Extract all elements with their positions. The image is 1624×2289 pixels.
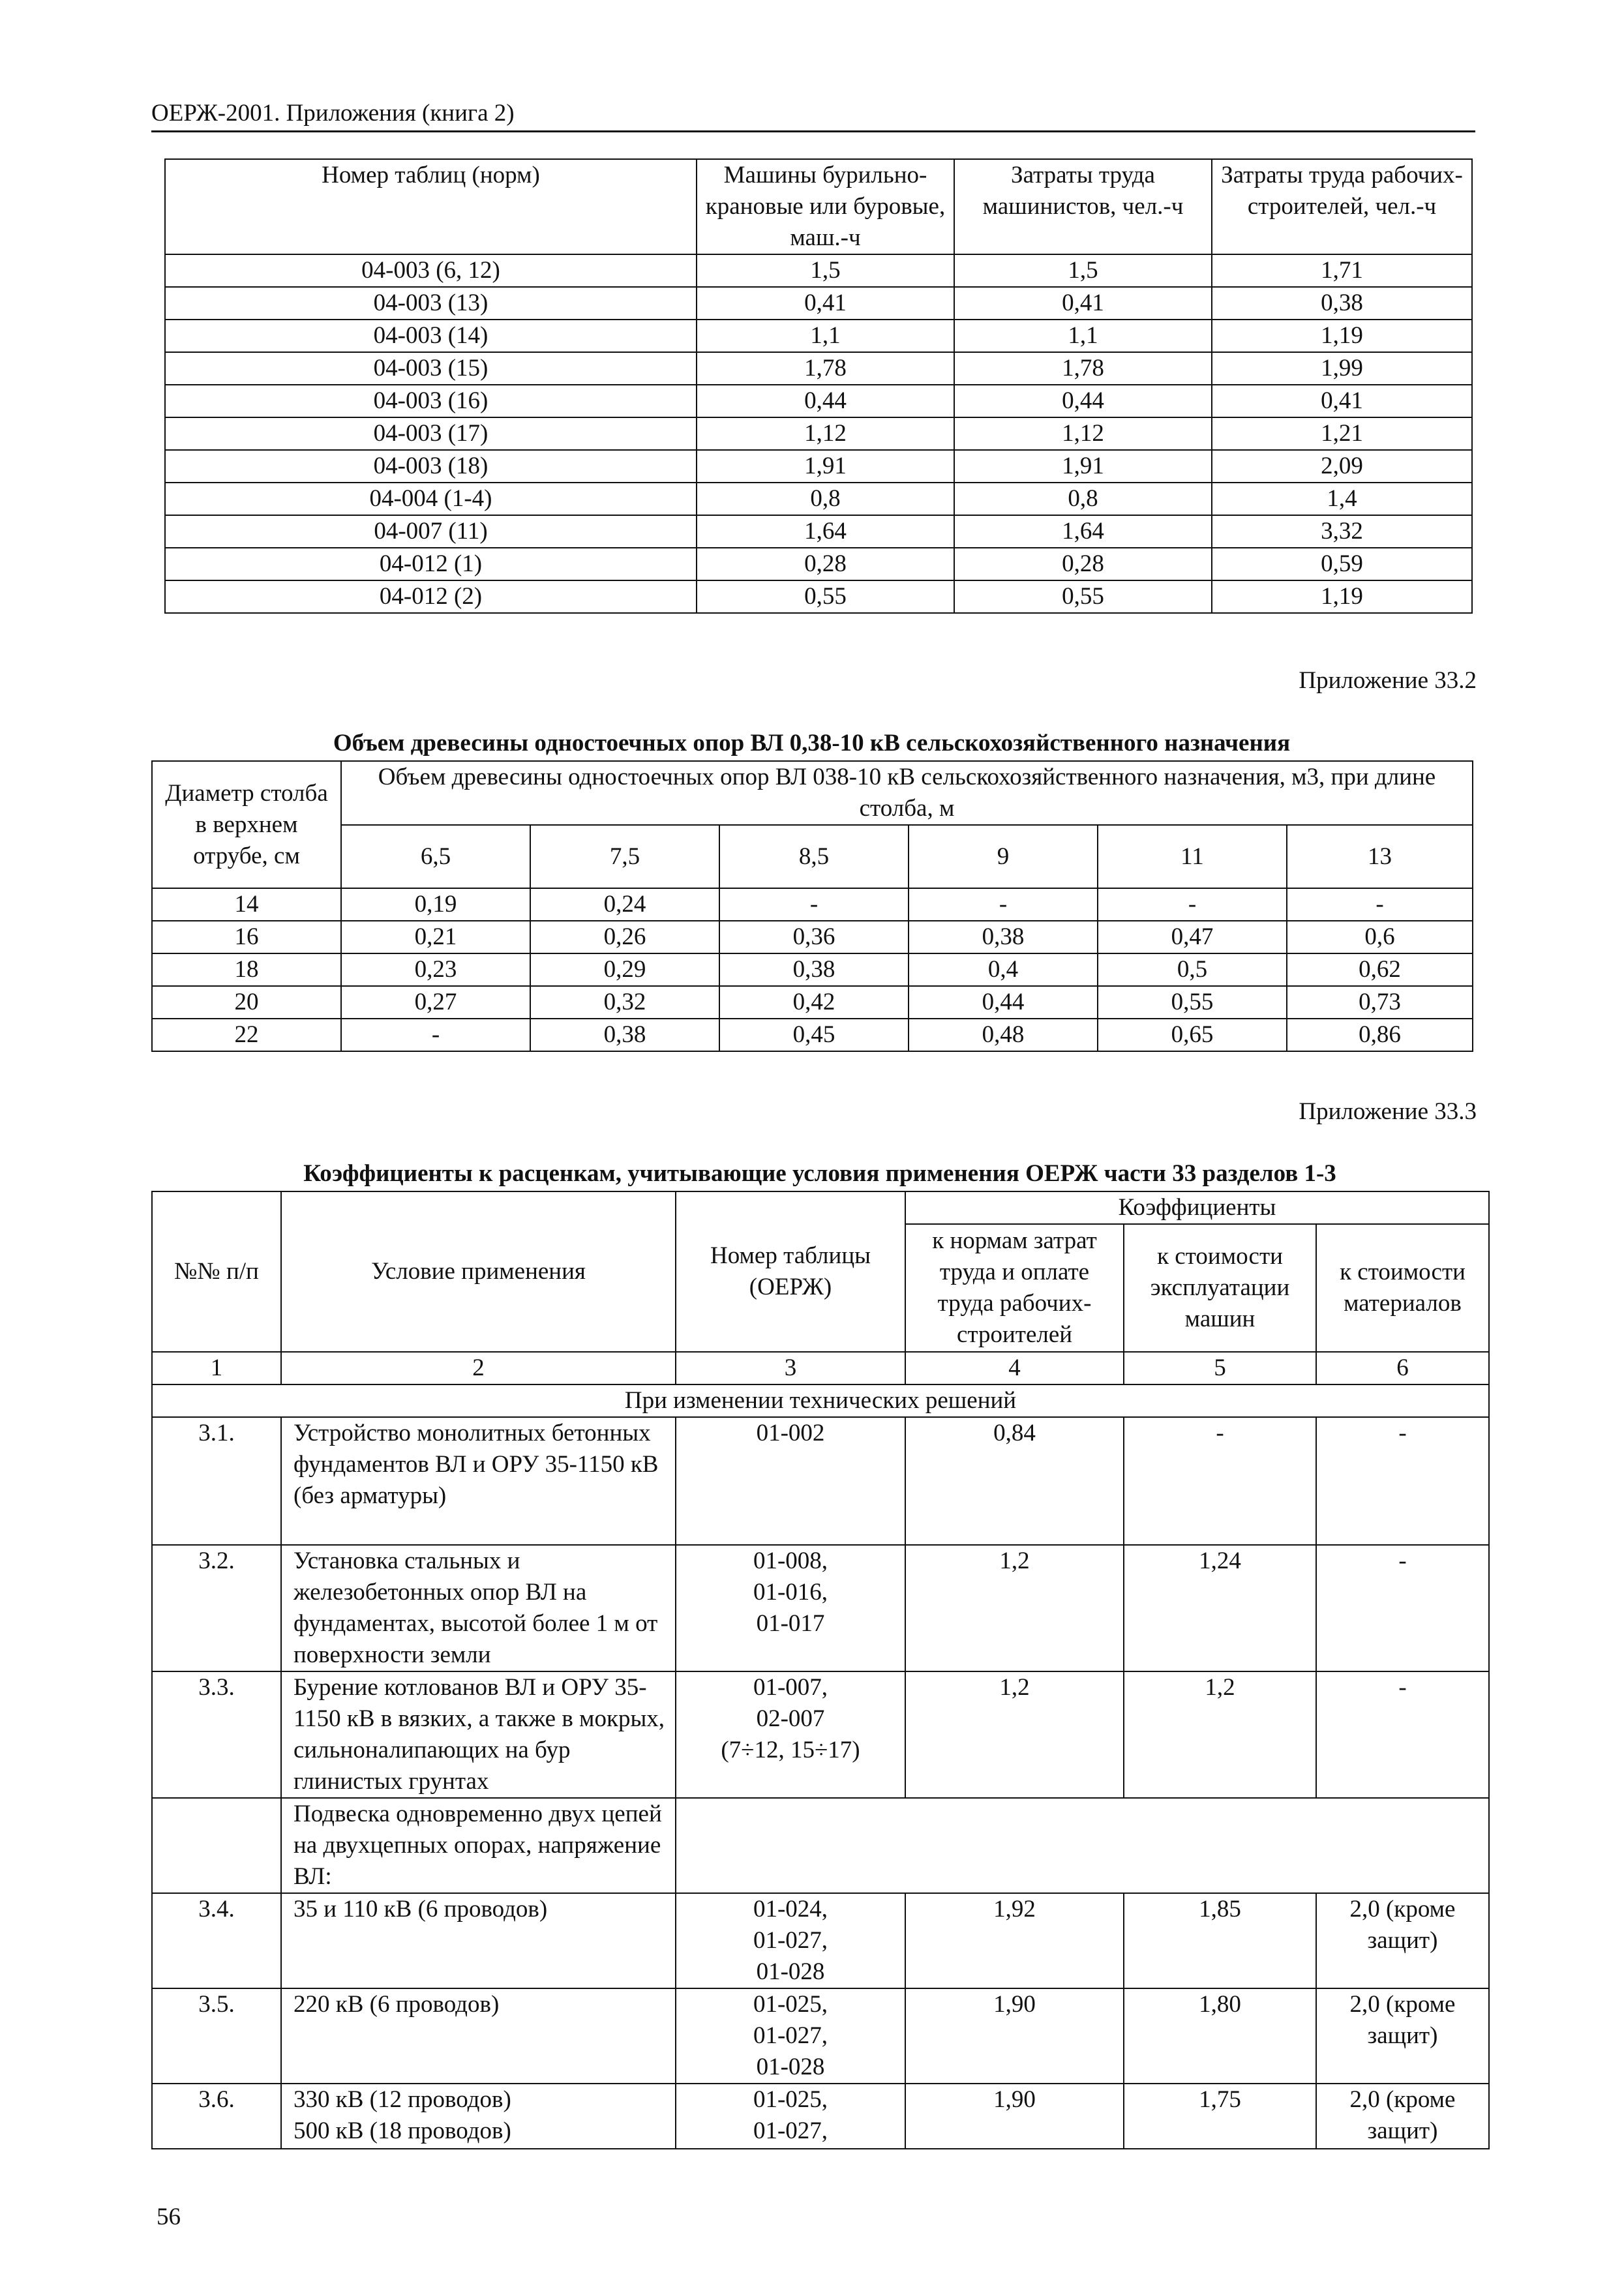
table-cell: 14 [152, 888, 341, 921]
table-cell: 0,38 [909, 921, 1098, 953]
condition-header: Условие применения [281, 1191, 676, 1352]
table-wood-volume [151, 760, 1473, 1052]
table-cell: 1,12 [697, 417, 954, 450]
coeff-header-row-1 [152, 1191, 1489, 1224]
table-cell: 0,44 [909, 986, 1098, 1019]
condition-cell: Бурение котлованов ВЛ и ОРУ 35-1150 кВ в вязких, а также в мокрых, сильноналипающих на бур глинистых грунтах [281, 1671, 676, 1798]
table-row [152, 1417, 1489, 1545]
row-number: 3.1. [152, 1417, 281, 1545]
materials-coeff-cell: 2,0 (кроме защит) [1316, 1988, 1489, 2084]
table-cell: 0,38 [1212, 287, 1472, 320]
column-number: 4 [905, 1352, 1124, 1384]
table-coefficients [151, 1191, 1490, 2149]
table-number-cell: 01-025, 01-027, 01-028 [676, 1988, 905, 2084]
table-number-header: Номер таблицы (ОЕРЖ) [676, 1191, 905, 1352]
volume-group-header: Объем древесины одностоечных опор ВЛ 038-10 кВ сельскохозяйственного назначения, м3, при длине столба, м [341, 761, 1473, 825]
table-cell: 04-012 (1) [165, 548, 697, 580]
table-row [152, 986, 1473, 1019]
condition-cell: Устройство монолитных бетонных фундаментов ВЛ и ОРУ 35-1150 кВ (без арматуры) [281, 1417, 676, 1545]
table-cell: 0,29 [530, 953, 719, 986]
appendix-33-3-title: Коэффициенты к расценкам, учитывающие условия применения ОЕРЖ части 33 разделов 1-3 [303, 1160, 1336, 1187]
labor-coeff-cell: 1,2 [905, 1545, 1124, 1671]
appendix-33-2-label: Приложение 33.2 [1299, 667, 1477, 694]
column-number: 5 [1124, 1352, 1316, 1384]
column-number: 3 [676, 1352, 905, 1384]
table-cell: 1,21 [1212, 417, 1472, 450]
length-header: 7,5 [530, 825, 719, 888]
table-row [152, 1545, 1489, 1671]
table-cell: 16 [152, 921, 341, 953]
table-cell: - [341, 1019, 530, 1051]
materials-header: к стоимости материалов [1316, 1224, 1489, 1352]
column-number-row [152, 1352, 1489, 1384]
table-norms-header: Номер таблиц (норм) [165, 159, 697, 254]
table-row [165, 254, 1472, 287]
merged-empty-cell [676, 1798, 1489, 1893]
row-number: 3.3. [152, 1671, 281, 1798]
table-cell: 1,91 [697, 450, 954, 483]
table-cell: 0,26 [530, 921, 719, 953]
table-cell: 2,09 [1212, 450, 1472, 483]
table-cell: 1,64 [697, 515, 954, 548]
table-cell: 0,47 [1098, 921, 1287, 953]
length-header: 13 [1287, 825, 1473, 888]
condition-cell: Подвеска одновременно двух цепей на двухцепных опорах, напряжение ВЛ: [281, 1798, 676, 1893]
length-header: 8,5 [719, 825, 909, 888]
table-cell: 0,36 [719, 921, 909, 953]
materials-coeff-cell: - [1316, 1671, 1489, 1798]
table-row [152, 888, 1473, 921]
row-number: 3.6. [152, 2084, 281, 2149]
condition-cell: 330 кВ (12 проводов) 500 кВ (18 проводов) [281, 2084, 676, 2149]
table-cell: 1,71 [1212, 254, 1472, 287]
diameter-header: Диаметр столба в верхнем отрубе, см [152, 761, 341, 888]
table-cell: 0,21 [341, 921, 530, 953]
table-cell: 0,4 [909, 953, 1098, 986]
row-number: 3.4. [152, 1893, 281, 1988]
coefficients-header: Коэффициенты [905, 1191, 1489, 1224]
table-cell: 0,86 [1287, 1019, 1473, 1051]
column-number: 1 [152, 1352, 281, 1384]
condition-cell: 35 и 110 кВ (6 проводов) [281, 1893, 676, 1988]
table-cell: 18 [152, 953, 341, 986]
table-row [152, 1798, 1489, 1893]
table-norms-header: Затраты труда рабочих-строителей, чел.-ч [1212, 159, 1472, 254]
table-cell: 1,78 [697, 352, 954, 385]
table-cell: 04-004 (1-4) [165, 483, 697, 515]
table-row [165, 580, 1472, 613]
num-header: №№ п/п [152, 1191, 281, 1352]
table-cell: 0,55 [1098, 986, 1287, 1019]
table-row [165, 352, 1472, 385]
table-cell: 0,59 [1212, 548, 1472, 580]
table-row [165, 548, 1472, 580]
table-cell: 0,48 [909, 1019, 1098, 1051]
table-cell: 0,32 [530, 986, 719, 1019]
row-number: 3.2. [152, 1545, 281, 1671]
table-row [165, 417, 1472, 450]
table-number-cell: 01-008, 01-016, 01-017 [676, 1545, 905, 1671]
materials-coeff-cell: - [1316, 1417, 1489, 1545]
condition-cell: Установка стальных и железобетонных опор ВЛ на фундаментах, высотой более 1 м от поверхности земли [281, 1545, 676, 1671]
table-cell: 0,41 [954, 287, 1212, 320]
table-cell: 0,24 [530, 888, 719, 921]
table-norms-header: Машины бурильно-крановые или буровые, маш.-ч [697, 159, 954, 254]
length-header-row [152, 825, 1473, 888]
table-number-cell: 01-025, 01-027, [676, 2084, 905, 2149]
materials-coeff-cell: - [1316, 1545, 1489, 1671]
materials-coeff-cell: 2,0 (кроме защит) [1316, 2084, 1489, 2149]
table-norms-header: Затраты труда машинистов, чел.-ч [954, 159, 1212, 254]
table-cell: 0,8 [954, 483, 1212, 515]
table-cell: - [1098, 888, 1287, 921]
table-cell: - [909, 888, 1098, 921]
table-cell: 1,64 [954, 515, 1212, 548]
column-number: 2 [281, 1352, 676, 1384]
table-cell: 0,55 [697, 580, 954, 613]
table-cell: 1,12 [954, 417, 1212, 450]
labor-coeff-cell: 1,90 [905, 2084, 1124, 2149]
header-rule [151, 130, 1475, 132]
table-row [165, 287, 1472, 320]
table-row [165, 483, 1472, 515]
table-number-cell: 01-002 [676, 1417, 905, 1545]
table-norms-body [165, 159, 1472, 613]
section-title: При изменении технических решений [152, 1384, 1489, 1417]
table-number-cell: 01-007, 02-007 (7÷12, 15÷17) [676, 1671, 905, 1798]
row-number [152, 1798, 281, 1893]
table-cell: 04-003 (15) [165, 352, 697, 385]
labor-coeff-cell: 1,92 [905, 1893, 1124, 1988]
machines-coeff-cell: 1,80 [1124, 1988, 1316, 2084]
table-cell: 0,28 [954, 548, 1212, 580]
table-cell: 20 [152, 986, 341, 1019]
column-number: 6 [1316, 1352, 1489, 1384]
row-number: 3.5. [152, 1988, 281, 2084]
table-cell: 1,1 [954, 320, 1212, 352]
table-cell: - [1287, 888, 1473, 921]
table-cell: 0,41 [697, 287, 954, 320]
table-cell: 0,44 [954, 385, 1212, 417]
table-cell: 0,6 [1287, 921, 1473, 953]
table-cell: 0,8 [697, 483, 954, 515]
table-cell: 04-007 (11) [165, 515, 697, 548]
table-cell: 1,78 [954, 352, 1212, 385]
table-cell: 0,55 [954, 580, 1212, 613]
table-cell: 0,65 [1098, 1019, 1287, 1051]
table-row [152, 2084, 1489, 2149]
length-header: 9 [909, 825, 1098, 888]
table-cell: 1,1 [697, 320, 954, 352]
machines-header: к стоимости эксплуатации машин [1124, 1224, 1316, 1352]
labor-coeff-cell: 1,2 [905, 1671, 1124, 1798]
table-cell: 0,41 [1212, 385, 1472, 417]
table-cell: 1,19 [1212, 320, 1472, 352]
table-row [152, 921, 1473, 953]
table-wood-volume-body [152, 761, 1473, 1051]
table-cell: 0,19 [341, 888, 530, 921]
running-header: ОЕРЖ-2001. Приложения (книга 2) [151, 100, 515, 127]
table-cell: 0,28 [697, 548, 954, 580]
page-number: 56 [157, 2204, 181, 2230]
table-cell: 0,27 [341, 986, 530, 1019]
table-row [152, 1019, 1473, 1051]
table-cell: 0,45 [719, 1019, 909, 1051]
length-header: 6,5 [341, 825, 530, 888]
condition-cell: 220 кВ (6 проводов) [281, 1988, 676, 2084]
table-cell: 1,4 [1212, 483, 1472, 515]
table-cell: - [719, 888, 909, 921]
table-cell: 0,44 [697, 385, 954, 417]
table-cell: 3,32 [1212, 515, 1472, 548]
length-header: 11 [1098, 825, 1287, 888]
table-row [165, 450, 1472, 483]
table-cell: 0,38 [530, 1019, 719, 1051]
machines-coeff-cell: 1,75 [1124, 2084, 1316, 2149]
table-cell: 04-003 (16) [165, 385, 697, 417]
table-coefficients-body [152, 1191, 1489, 2149]
table-cell: 04-012 (2) [165, 580, 697, 613]
table-cell: 1,5 [697, 254, 954, 287]
table-cell: 1,5 [954, 254, 1212, 287]
labor-coeff-cell: 1,90 [905, 1988, 1124, 2084]
labor-coeff-cell: 0,84 [905, 1417, 1124, 1545]
table-cell: 0,38 [719, 953, 909, 986]
table-row [165, 385, 1472, 417]
appendix-33-2-title: Объем древесины одностоечных опор ВЛ 0,38-10 кВ сельскохозяйственного назначения [333, 730, 1291, 756]
table-cell: 04-003 (14) [165, 320, 697, 352]
section-row [152, 1384, 1489, 1417]
table-cell: 0,23 [341, 953, 530, 986]
table-row [165, 515, 1472, 548]
table-row [152, 1988, 1489, 2084]
table-cell: 04-003 (18) [165, 450, 697, 483]
labor-header: к нормам затрат труда и оплате труда рабочих-строителей [905, 1224, 1124, 1352]
machines-coeff-cell: - [1124, 1417, 1316, 1545]
table-cell: 04-003 (6, 12) [165, 254, 697, 287]
table-cell: 04-003 (17) [165, 417, 697, 450]
table-row [152, 953, 1473, 986]
table-number-cell: 01-024, 01-027, 01-028 [676, 1893, 905, 1988]
table-row [152, 1671, 1489, 1798]
table-cell: 04-003 (13) [165, 287, 697, 320]
table-cell: 0,42 [719, 986, 909, 1019]
table-cell: 1,91 [954, 450, 1212, 483]
table-wood-header-row [152, 761, 1473, 825]
table-cell: 1,19 [1212, 580, 1472, 613]
machines-coeff-cell: 1,24 [1124, 1545, 1316, 1671]
machines-coeff-cell: 1,85 [1124, 1893, 1316, 1988]
table-cell: 0,5 [1098, 953, 1287, 986]
table-cell: 1,99 [1212, 352, 1472, 385]
table-norms-header-row [165, 159, 1472, 254]
table-norms [164, 158, 1473, 614]
table-cell: 0,62 [1287, 953, 1473, 986]
appendix-33-3-label: Приложение 33.3 [1299, 1098, 1477, 1125]
table-row [165, 320, 1472, 352]
table-cell: 22 [152, 1019, 341, 1051]
machines-coeff-cell: 1,2 [1124, 1671, 1316, 1798]
materials-coeff-cell: 2,0 (кроме защит) [1316, 1893, 1489, 1988]
table-cell: 0,73 [1287, 986, 1473, 1019]
table-row [152, 1893, 1489, 1988]
